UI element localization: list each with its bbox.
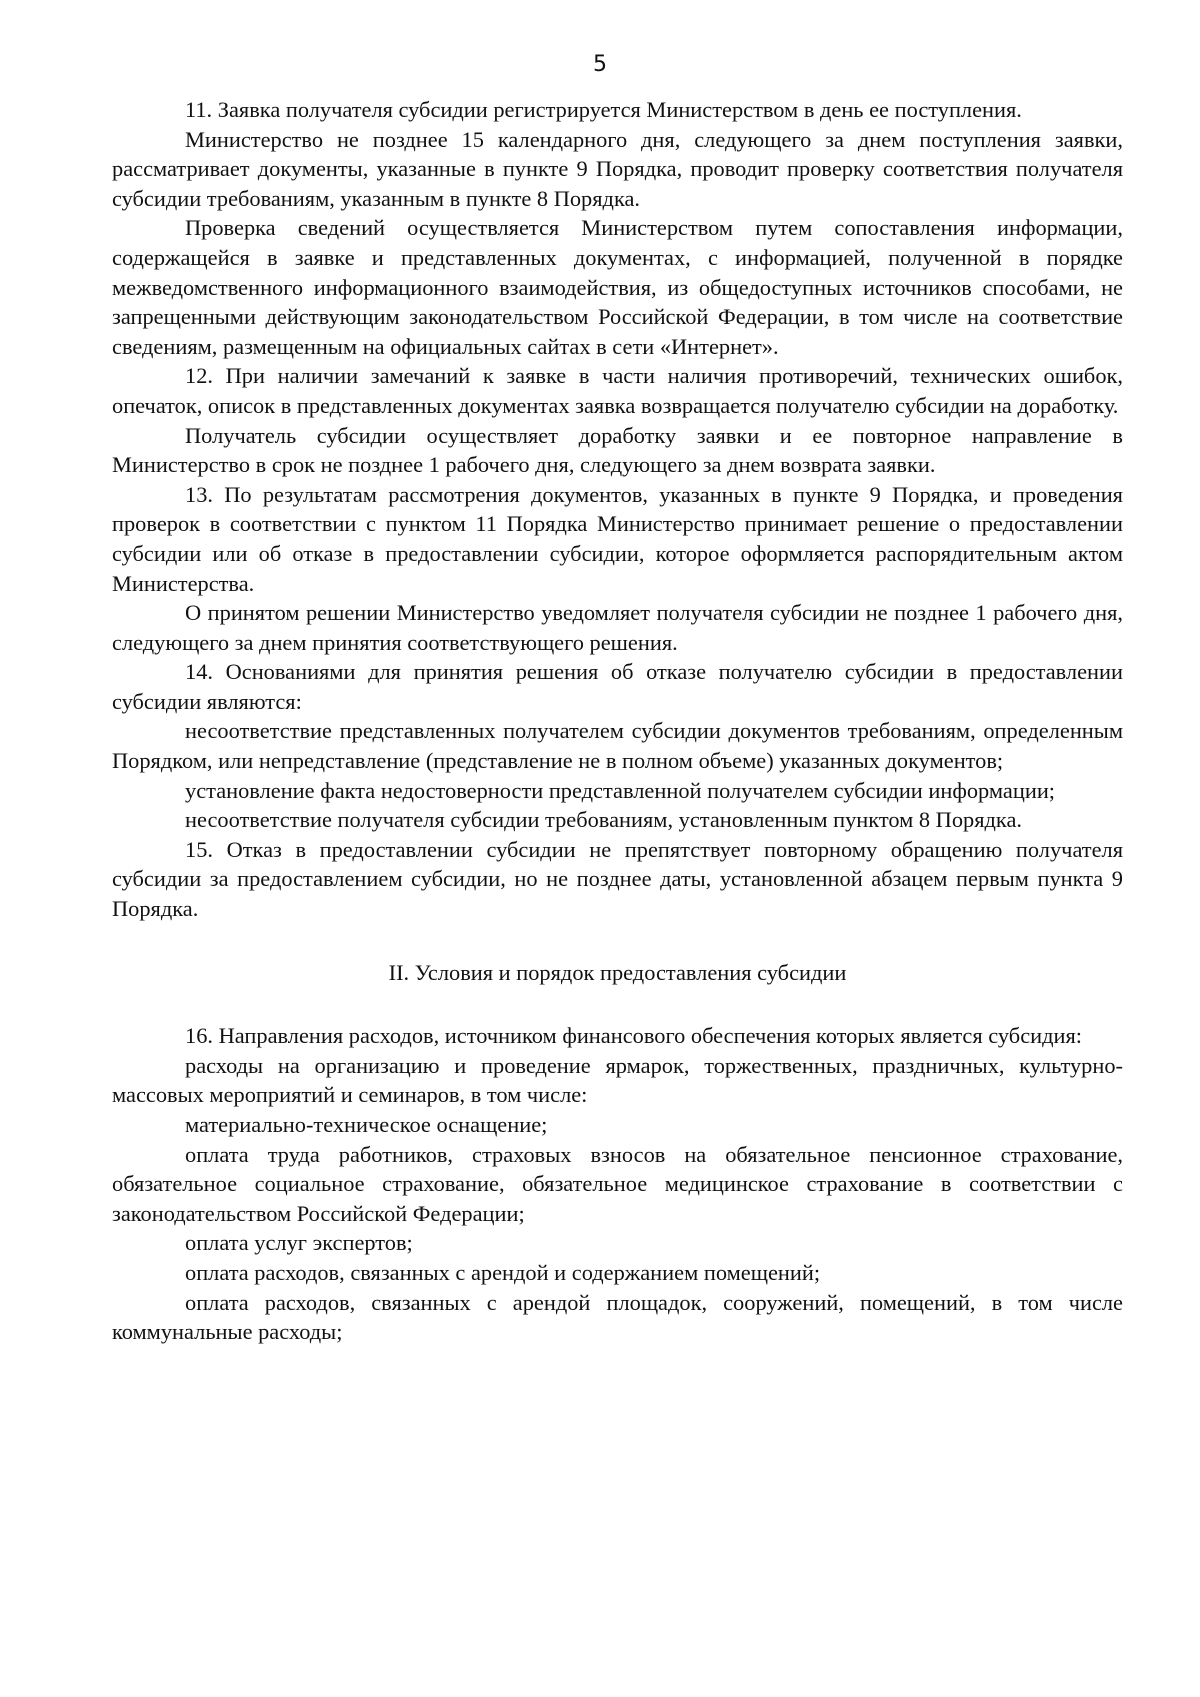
- section-heading: II. Условия и порядок предоставления субсидии: [388, 959, 847, 985]
- paragraph: Получатель субсидии осуществляет доработку заявки и ее повторное направление в Министерство в срок не позднее 1 рабочего дня, следующего за днем возврата заявки.: [112, 422, 1123, 478]
- paragraph: О принятом решении Министерство уведомляет получателя субсидии не позднее 1 рабочего дня, следующего за днем принятия соответствующего решения.: [112, 600, 1123, 655]
- paragraph: 11. Заявка получателя субсидии регистрируется Министерством в день ее поступления.: [185, 97, 1022, 122]
- page-number: 5: [593, 52, 607, 77]
- paragraph: оплата расходов, связанных с арендой площадок, сооружений, помещений, в том числе коммунальные расходы;: [112, 1289, 1123, 1345]
- paragraph: расходы на организацию и проведение ярмарок, торжественных, праздничных, культурно-массовых мероприятий и семинаров, в том числе:: [112, 1052, 1123, 1108]
- document-body: [112, 95, 1123, 1347]
- paragraph: 12. При наличии замечаний к заявке в части наличия противоречий, технических ошибок, опечаток, описок в представленных документах заявка возвращается получателю субсидии на доработку.: [112, 363, 1123, 418]
- paragraph: установление факта недостоверности представленной получателем субсидии информации;: [185, 777, 1056, 803]
- paragraph: оплата услуг экспертов;: [185, 1230, 413, 1256]
- paragraph: оплата труда работников, страховых взносов на обязательное пенсионное страхование, обязательное социальное страхование, обязательное медицинское страхование в соответствии с законодательством Российской Федерации;: [112, 1141, 1123, 1226]
- paragraph: 14. Основаниями для принятия решения об отказе получателю субсидии в предоставлении субсидии являются:: [112, 659, 1123, 714]
- paragraph: 13. По результатам рассмотрения документов, указанных в пункте 9 Порядка, и проведения проверок в соответствии с пунктом 11 Порядка Министерство принимает решение о предоставлении субсидии или об отказе в предоставлении субсидии, которое оформляется распорядительным актом Министерства.: [112, 481, 1123, 596]
- paragraph: материально-техническое оснащение;: [185, 1112, 548, 1137]
- paragraph: несоответствие получателя субсидии требованиям, установленным пунктом 8 Порядка.: [185, 807, 1023, 833]
- paragraph: несоответствие представленных получателем субсидии документов требованиям, определенным Порядком, или непредставление (представление не в полном объеме) указанных документов;: [112, 718, 1123, 774]
- paragraph: 16. Направления расходов, источником финансового обеспечения которых является субсидия:: [185, 1023, 1083, 1049]
- paragraph: 15. Отказ в предоставлении субсидии не препятствует повторному обращению получателя субсидии за предоставлением субсидии, но не позднее даты, установленной абзацем первым пункта 9 Порядка.: [112, 836, 1123, 922]
- paragraph: Министерство не позднее 15 календарного дня, следующего за днем поступления заявки, рассматривает документы, указанные в пункте 9 Порядка, проводит проверку соответствия получателя субсидии требованиям, указанным в пункте 8 Порядка.: [112, 126, 1123, 211]
- paragraph: Проверка сведений осуществляется Министерством путем сопоставления информации, содержащейся в заявке и представленных документах, с информацией, полученной в порядке межведомственного информационного взаимодействия, из общедоступных источников способами, не запрещенными действующим законодательством Российской Федерации, в том числе на соответствие сведениям, размещенным на официальных сайтах в сети «Интернет».: [112, 215, 1123, 359]
- paragraph: оплата расходов, связанных с арендой и содержанием помещений;: [185, 1259, 821, 1285]
